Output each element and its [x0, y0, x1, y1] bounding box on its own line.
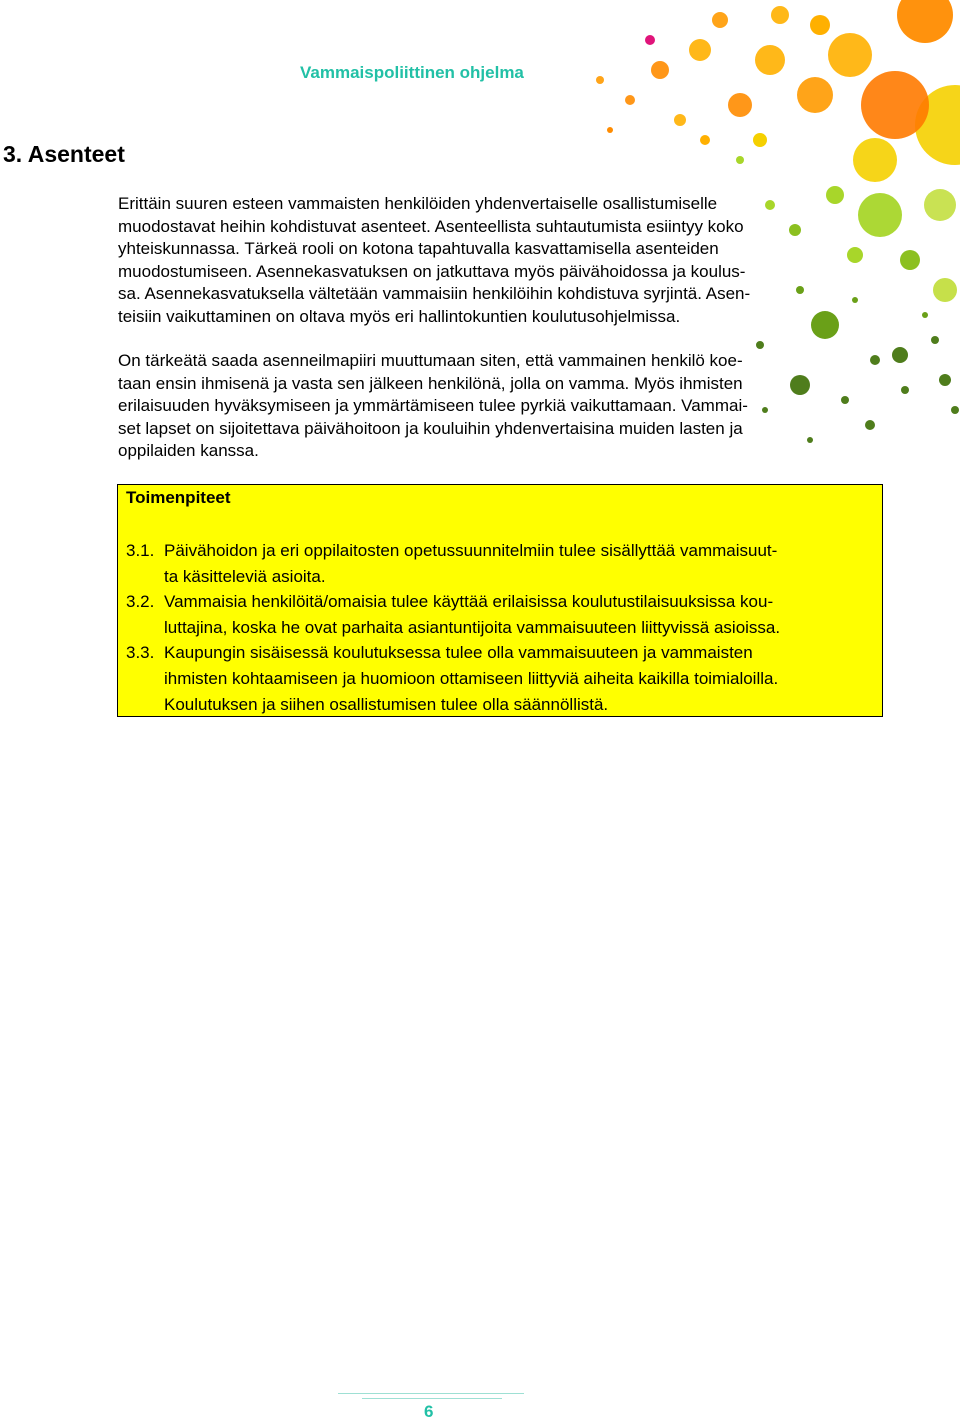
paragraph-line: oppilaiden kanssa.: [118, 441, 259, 461]
paragraph-line: muodostavat heihin kohdistuvat asenteet. Asenteellista suhtautumista esiintyy koko: [118, 216, 744, 236]
measures-title: Toimenpiteet: [126, 488, 231, 507]
measure-item: [126, 538, 874, 589]
paragraph-line: taan ensin ihmisenä ja vasta sen jälkeen henkilönä, jolla on vamma. Myös ihmisten: [118, 373, 743, 393]
measures-box: [117, 484, 883, 717]
measures-list: [126, 538, 874, 717]
paragraph-line: yhteiskunnassa. Tärkeä rooli on kotona tapahtuvalla kasvattamisella asenteiden: [118, 239, 719, 259]
paragraph-line: sa. Asennekasvatuksella vältetään vammaisiin henkilöihin kohdistuva syrjintä. Asen-: [118, 284, 751, 304]
measure-line: luttajina, koska he ovat parhaita asiantuntijoita vammaisuuteen liittyvissä asioissa.: [164, 617, 781, 637]
measure-text: [164, 538, 874, 589]
body-paragraph-1: [118, 193, 848, 329]
measure-line: ihmisten kohtaamiseen ja huomioon ottamiseen liittyviä aiheita kaikilla toimialoilla.: [164, 668, 779, 688]
measure-number: 3.2.: [126, 592, 155, 612]
paragraph-line: teisiin vaikuttaminen on oltava myös eri hallintokuntien koulutusohjelmissa.: [118, 306, 681, 326]
paragraph-line: muodostumiseen. Asennekasvatuksen on jatkuttava myös päivähoidossa ja koulus-: [118, 261, 746, 281]
paragraph-line: On tärkeätä saada asenneilmapiiri muuttumaan siten, että vammainen henkilö koe-: [118, 351, 743, 370]
paragraph-line: Erittäin suuren esteen vammaisten henkilöiden yhdenvertaiselle osallistumiselle: [118, 194, 718, 213]
body-paragraph-2: [118, 350, 848, 463]
measure-line: Koulutuksen ja siihen osallistumisen tulee olla säännöllistä.: [164, 694, 609, 714]
measure-number: 3.1.: [126, 541, 155, 560]
measure-text: [164, 640, 874, 717]
measure-line: Päivähoidon ja eri oppilaitosten opetussuunnitelmiin tulee sisällyttää vammaisuut-: [164, 541, 778, 560]
document-header-title: Vammaispoliittinen ohjelma: [300, 63, 524, 82]
page-number: 6: [424, 1402, 434, 1421]
chapter-heading: 3. Asenteet: [3, 141, 125, 167]
measure-number: 3.3.: [126, 643, 155, 663]
paragraph-line: set lapset on sijoitettava päivähoitoon ja kouluihin yhdenvertaisina muiden lasten ja: [118, 418, 743, 438]
footer-rule: [362, 1398, 502, 1399]
measure-line: Kaupungin sisäisessä koulutuksessa tulee olla vammaisuuteen ja vammaisten: [164, 643, 753, 663]
measure-line: ta käsitteleviä asioita.: [164, 566, 326, 586]
measure-item: [126, 589, 874, 640]
footer-rule: [338, 1393, 524, 1394]
measure-line: Vammaisia henkilöitä/omaisia tulee käyttää erilaisissa koulutustilaisuuksissa kou-: [164, 592, 774, 612]
measure-text: [164, 589, 874, 640]
paragraph-line: erilaisuuden hyväksymiseen ja ymmärtämiseen tulee pyrkiä vaikuttamaan. Vammai-: [118, 396, 748, 416]
measure-item: [126, 640, 874, 717]
